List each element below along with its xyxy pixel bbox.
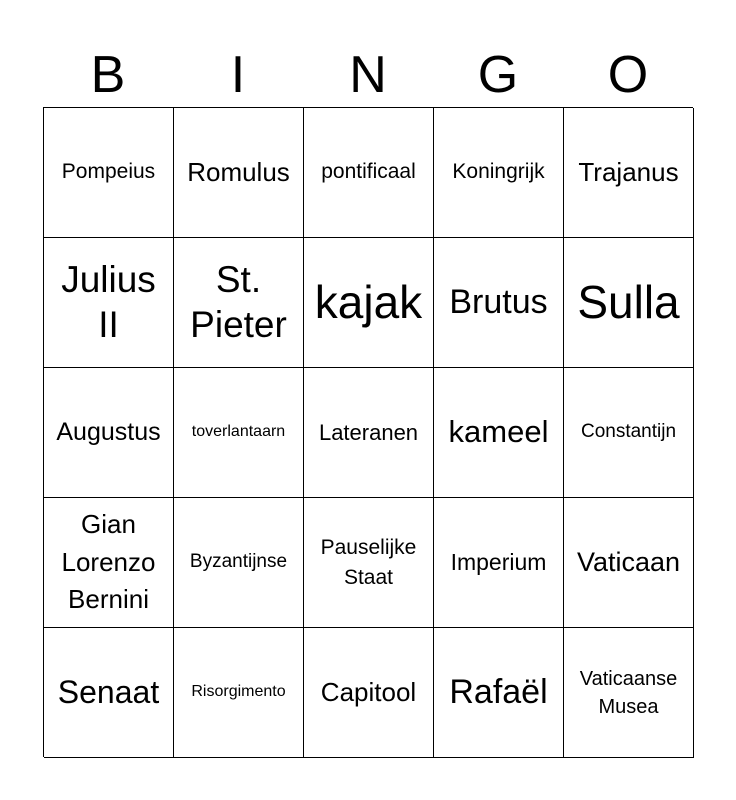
cell-text: Byzantijnse xyxy=(189,551,288,573)
cell-text: Constantijn xyxy=(580,421,677,443)
bingo-cell[interactable] xyxy=(434,368,564,498)
cell-text: Julius II xyxy=(61,259,156,345)
cell-text: Senaat xyxy=(57,673,160,710)
bingo-cell[interactable] xyxy=(434,238,564,368)
cell-text: Gian Lorenzo Bernini xyxy=(61,508,156,615)
header-letter-g: G xyxy=(477,46,519,104)
cell-text: Vaticaan xyxy=(576,546,681,577)
bingo-cell[interactable] xyxy=(564,368,694,498)
bingo-cell[interactable] xyxy=(174,498,304,628)
bingo-cell[interactable] xyxy=(304,368,434,498)
cell-text: kameel xyxy=(448,414,549,450)
bingo-cell[interactable] xyxy=(434,628,564,758)
bingo-cell[interactable] xyxy=(44,108,174,238)
bingo-cell[interactable] xyxy=(44,498,174,628)
bingo-cell[interactable] xyxy=(174,108,304,238)
cell-text: kajak xyxy=(314,275,423,328)
bingo-cell[interactable] xyxy=(304,238,434,368)
bingo-cell[interactable] xyxy=(304,498,434,628)
cell-text: pontificaal xyxy=(321,160,416,184)
cell-text: Koningrijk xyxy=(452,160,545,184)
header-letter-b: B xyxy=(90,46,126,104)
cell-text: Rafaël xyxy=(449,672,548,711)
cell-text: Lateranen xyxy=(318,419,419,445)
bingo-cell[interactable] xyxy=(304,628,434,758)
cell-text: Vaticaanse Musea xyxy=(579,667,678,718)
cell-text: Trajanus xyxy=(578,157,679,188)
header-letter-i: I xyxy=(230,46,246,104)
bingo-grid xyxy=(43,107,693,757)
bingo-cell[interactable] xyxy=(174,368,304,498)
bingo-cell[interactable] xyxy=(564,238,694,368)
cell-text: Sulla xyxy=(577,275,680,328)
bingo-cell[interactable] xyxy=(564,498,694,628)
bingo-cell[interactable] xyxy=(44,238,174,368)
cell-text: Capitool xyxy=(320,677,417,708)
bingo-cell[interactable] xyxy=(44,368,174,498)
cell-text: Imperium xyxy=(450,549,547,576)
cell-text: Pauselijke Staat xyxy=(320,536,417,589)
bingo-cell[interactable] xyxy=(304,108,434,238)
cell-text: Pompeius xyxy=(61,160,156,184)
bingo-cell[interactable] xyxy=(434,498,564,628)
bingo-cell[interactable] xyxy=(564,628,694,758)
cell-text: Augustus xyxy=(56,417,161,446)
bingo-header xyxy=(43,44,693,106)
cell-text: Brutus xyxy=(449,282,548,321)
cell-text: Risorgimento xyxy=(191,683,286,701)
bingo-cell[interactable] xyxy=(174,628,304,758)
bingo-cell[interactable] xyxy=(564,108,694,238)
bingo-cell[interactable] xyxy=(434,108,564,238)
header-letter-o: O xyxy=(607,46,649,104)
header-letter-n: N xyxy=(349,46,387,104)
bingo-cell[interactable] xyxy=(174,238,304,368)
cell-text: toverlantaarn xyxy=(191,423,286,441)
cell-text: St. Pieter xyxy=(190,259,287,345)
bingo-cell[interactable] xyxy=(44,628,174,758)
cell-text: Romulus xyxy=(187,157,290,188)
